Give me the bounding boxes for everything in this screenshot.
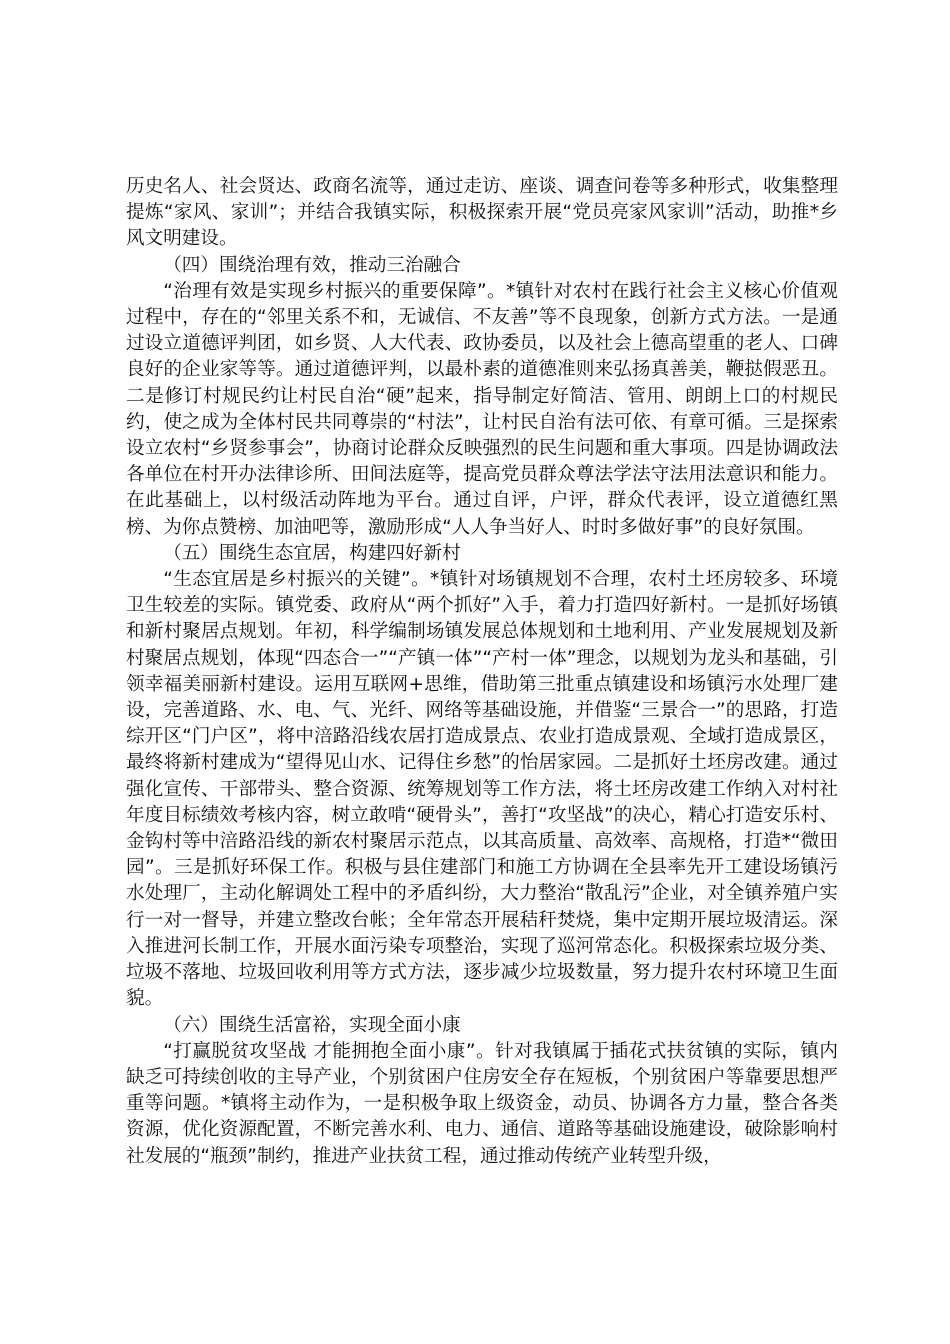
document-body <box>126 174 838 1170</box>
section-heading-5: （五）围绕生态宜居，构建四好新村 <box>163 542 461 564</box>
section-heading-6: （六）围绕生活富裕，实现全面小康 <box>163 1014 461 1036</box>
paragraph-prosperity: “打赢脱贫攻坚战 才能拥抱全面小康”。针对我镇属于插花式扶贫镇的实际，镇内缺乏可持续创收的主导产业，个别贫困户住房安全存在短板，个别贫困户等靠要思想严重等问题。*镇将主动作为，一是积极争取上级资金，动员、协调各方力量，整合各类资源，优化资源配置，不断完善水利、电力、通信、道路等基础设施建设，破除影响村社发展的“瓶颈”制约，推进产业扶贫工程，通过推动传统产业转型升级， <box>126 1040 838 1167</box>
paragraph-continuation: 历史名人、社会贤达、政商名流等，通过走访、座谈、调查问卷等多种形式，收集整理提炼“家风、家训”；并结合我镇实际，积极探索开展“党员亮家风家训”活动，助推*乡风文明建设。 <box>126 176 838 250</box>
paragraph-ecology: “生态宜居是乡村振兴的关键”。*镇针对场镇规划不合理，农村土坯房较多、环境卫生较差的实际。镇党委、政府从“两个抓好”入手，着力打造四好新村。一是抓好场镇和新村聚居点规划。年初，科学编制场镇发展总体规划和土地利用、产业发展规划及新村聚居点规划，体现“四态合一”“产镇一体”“产村一体”理念，以规划为龙头和基础，引领幸福美丽新村建设。运用互联网+思维，借助第三批重点镇建设和场镇污水处理厂建设，完善道路、水、电、气、光纤、网络等基础设施，并借鉴“三景合一”的思路，打造综开区“门户区”，将中涪路沿线农居打造成景点、农业打造成景观、全域打造成景区，最终将新村建成为“望得见山水、记得住乡愁”的怡居家园。二是抓好土坯房改建。通过强化宣传、干部带头、整合资源、统筹规划等工作方法，将土坯房改建工作纳入对村社年度目标绩效考核内容，树立敢啃“硬骨头”，善打“攻坚战”的决心，精心打造安乐村、金钩村等中涪路沿线的新农村聚居示范点，以其高质量、高效率、高规格，打造*“微田园”。三是抓好环保工作。积极与县住建部门和施工方协调在全县率先开工建设场镇污水处理厂，主动化解调处工程中的矛盾纠纷，大力整治“散乱污”企业，对全镇养殖户实行一对一督导，并建立整改台帐；全年常态开展秸秆焚烧，集中定期开展垃圾清运。深入推进河长制工作，开展水面污染专项整治，实现了巡河常态化。积极探索垃圾分类、垃圾不落地、垃圾回收利用等方式方法，逐步减少垃圾数量，努力提升农村环境卫生面貌。 <box>126 569 838 1010</box>
paragraph-governance: “治理有效是实现乡村振兴的重要保障”。*镇针对农村在践行社会主义核心价值观过程中，存在的“邻里关系不和，无诚信、不友善”等不良现象，创新方式方法。一是通过设立道德评判团，如乡贤、人大代表、政协委员，以及社会上德高望重的老人、口碑良好的企业家等等。通过道德评判，以最朴素的道德准则来弘扬真善美，鞭挞假恶丑。二是修订村规民约让村民自治“硬”起来，指导制定好简洁、管用、朗朗上口的村规民约，使之成为全体村民共同尊崇的“村法”，让村民自治有法可依、有章可循。三是探索设立农村“乡贤参事会”，协商讨论群众反映强烈的民生问题和重大事项。四是协调政法各单位在村开办法律诊所、田间法庭等，提高党员群众尊法学法守法用法意识和能力。在此基础上，以村级活动阵地为平台。通过自评，户评，群众代表评，设立道德红黑榜、为你点赞榜、加油吧等，激励形成“人人争当好人、时时多做好事”的良好氛围。 <box>126 280 838 538</box>
section-heading-4: （四）围绕治理有效，推动三治融合 <box>163 254 461 276</box>
